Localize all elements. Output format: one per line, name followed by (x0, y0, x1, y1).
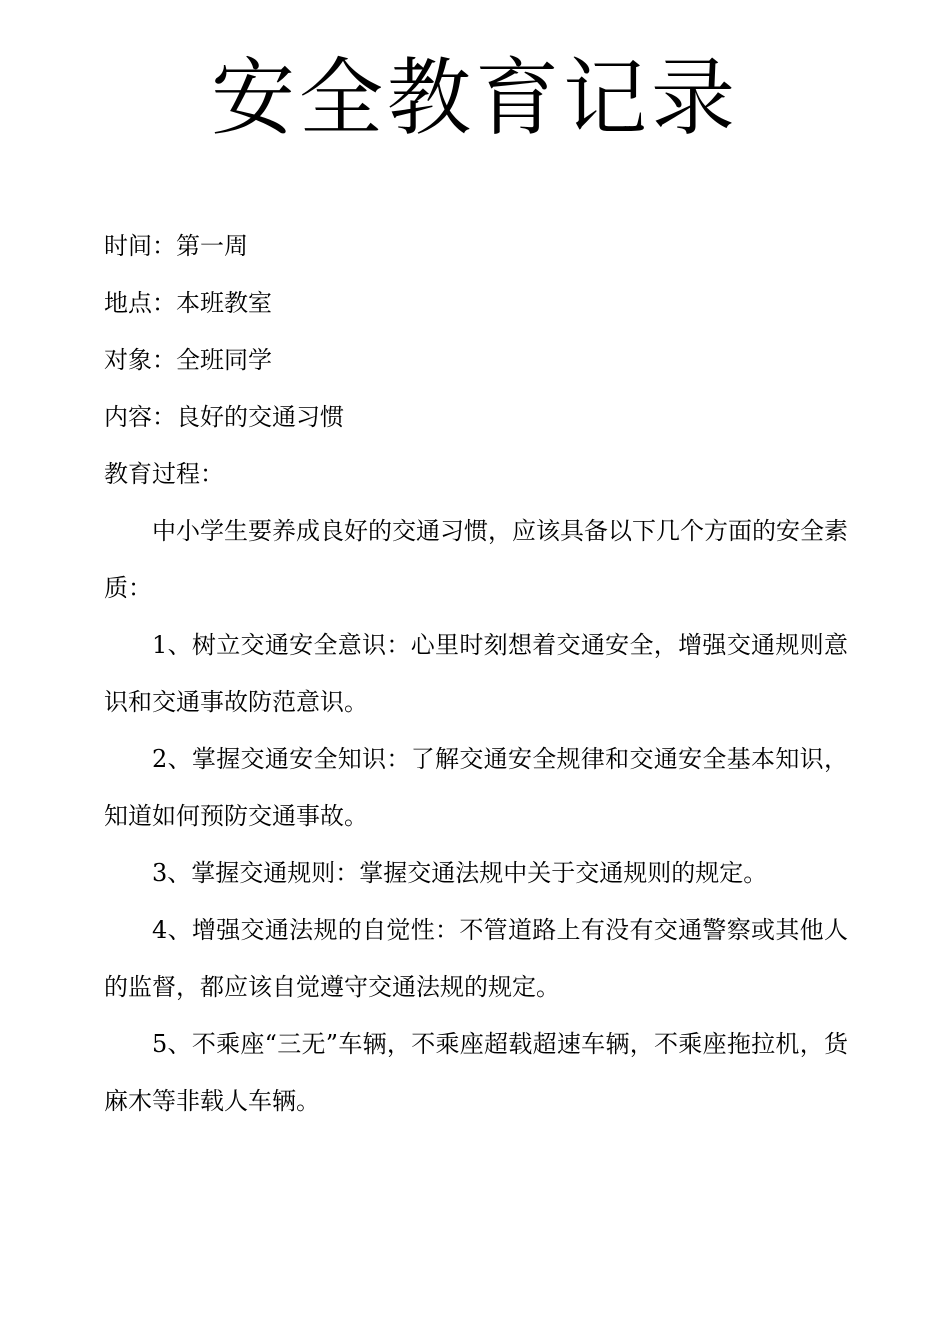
document-title: 安全教育记录 (210, 49, 739, 147)
item-paragraph-3: 3、掌握交通规则：掌握交通法规中关于交通规则的规定。 (152, 859, 768, 887)
meta-content-label: 内容： (104, 403, 176, 431)
meta-content (104, 389, 848, 446)
item-paragraph-1: 1、树立交通安全意识：心里时刻想着交通安全，增强交通规则意识和交通事故防范意识。 (104, 631, 848, 716)
meta-time (104, 218, 848, 275)
meta-audience-value: 全班同学 (176, 346, 272, 374)
meta-time-label: 时间： (104, 232, 176, 260)
item-paragraph-2: 2、掌握交通安全知识：了解交通安全规律和交通安全基本知识，知道如何预防交通事故。 (104, 745, 848, 830)
meta-content-value: 良好的交通习惯 (176, 403, 344, 431)
intro-paragraph: 中小学生要养成良好的交通习惯，应该具备以下几个方面的安全素质： (104, 517, 848, 602)
process-heading: 教育过程： (104, 460, 224, 488)
document-body (104, 218, 848, 1130)
meta-audience-label: 对象： (104, 346, 176, 374)
meta-time-value: 第一周 (176, 232, 248, 260)
meta-location-value: 本班教室 (176, 289, 272, 317)
item-paragraph-5: 5、不乘座“三无”车辆，不乘座超载超速车辆，不乘座拖拉机，货麻木等非载人车辆。 (104, 1030, 848, 1115)
meta-location-label: 地点： (104, 289, 176, 317)
item-paragraph-4: 4、增强交通法规的自觉性：不管道路上有没有交通警察或其他人的监督，都应该自觉遵守交通法规的规定。 (104, 916, 848, 1001)
meta-location (104, 275, 848, 332)
meta-audience (104, 332, 848, 389)
